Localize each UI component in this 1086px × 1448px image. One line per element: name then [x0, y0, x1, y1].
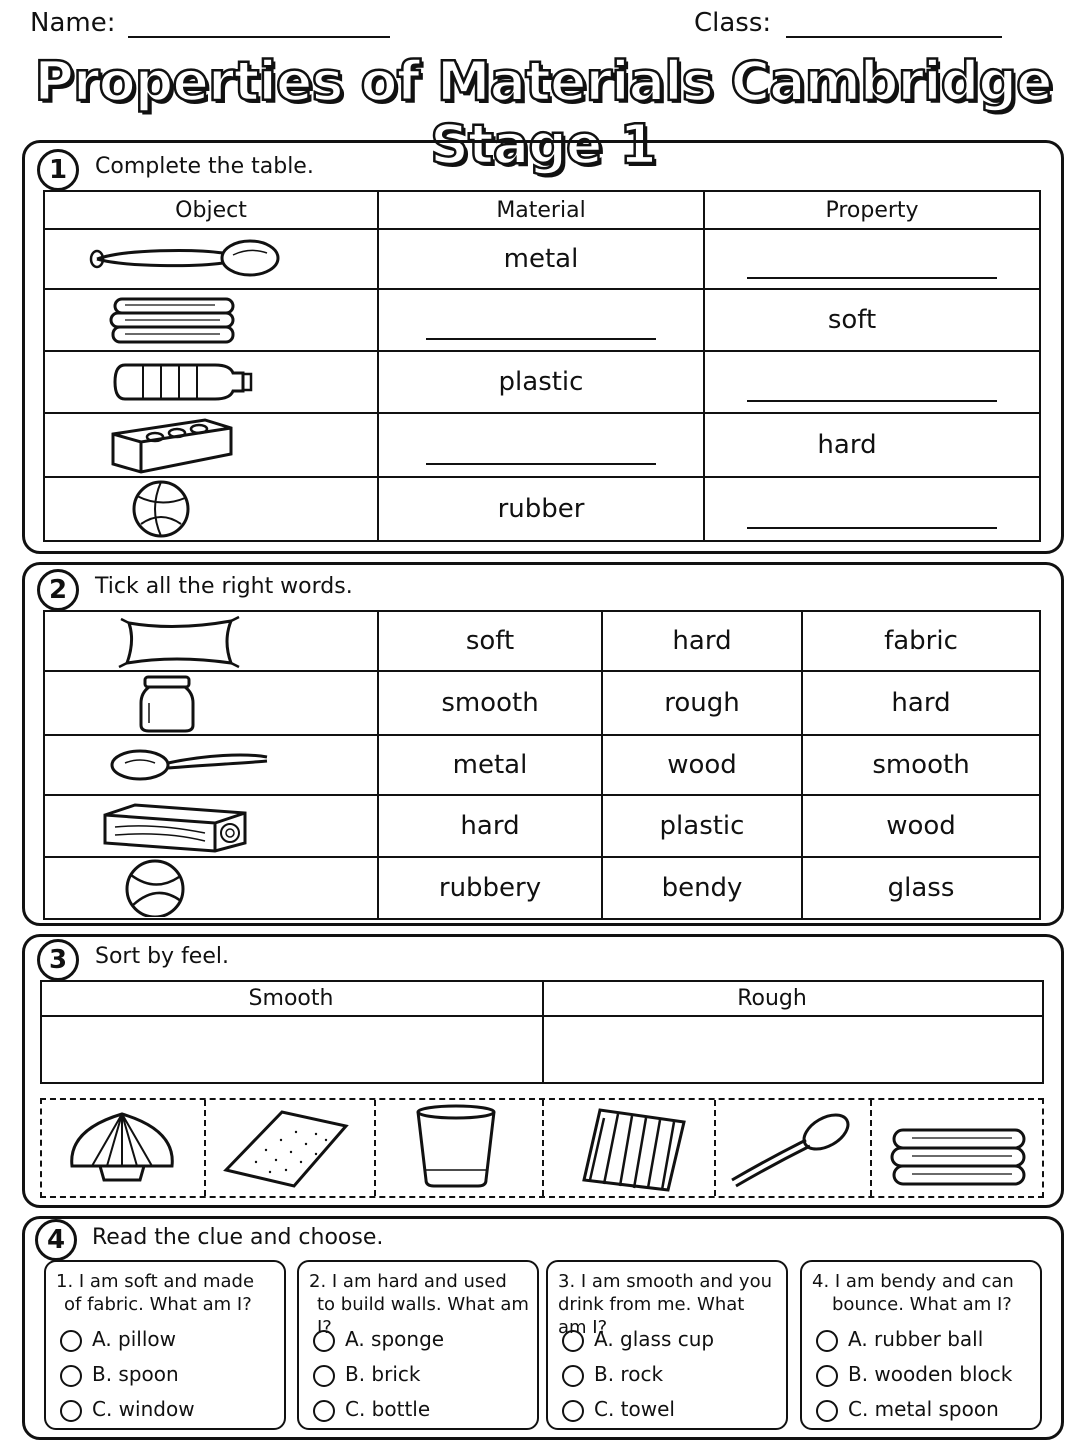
- answer-option[interactable]: [60, 1396, 195, 1422]
- plastic-bottle-icon: [44, 351, 378, 413]
- sort-pictures-strip: [40, 1098, 1044, 1198]
- answer-line[interactable]: [426, 443, 656, 465]
- answer-option[interactable]: [816, 1396, 999, 1422]
- radio-circle[interactable]: [816, 1365, 838, 1387]
- word-option[interactable]: fabric: [802, 611, 1040, 671]
- option-label: B. rock: [594, 1362, 664, 1386]
- material-answer-cell[interactable]: [378, 413, 704, 477]
- material-cell: metal: [378, 229, 704, 289]
- column-header-rough: Rough: [737, 986, 807, 1011]
- question-line: bounce. What am I?: [832, 1294, 1012, 1315]
- wooden-block-icon: [44, 795, 378, 857]
- word-option[interactable]: bendy: [602, 857, 802, 919]
- radio-circle[interactable]: [562, 1365, 584, 1387]
- section-2-instruction: Tick all the right words.: [95, 574, 353, 599]
- class-label: Class:: [694, 8, 772, 38]
- answer-option[interactable]: [816, 1361, 1012, 1387]
- table-row: [44, 857, 1040, 919]
- option-label: B. wooden block: [848, 1362, 1013, 1386]
- spoon-icon: [44, 229, 378, 289]
- question-text: [56, 1270, 276, 1316]
- answer-option[interactable]: [313, 1396, 430, 1422]
- radio-circle[interactable]: [816, 1330, 838, 1352]
- word-option[interactable]: hard: [802, 671, 1040, 735]
- class-field[interactable]: [786, 14, 1002, 38]
- material-cell: rubber: [378, 477, 704, 541]
- table-row: [44, 351, 1040, 413]
- question-line: to build walls. What am I?: [317, 1294, 529, 1338]
- word-option[interactable]: smooth: [378, 671, 602, 735]
- question-line: 3. I am smooth and you: [558, 1271, 772, 1292]
- seashell-icon[interactable]: [42, 1100, 204, 1196]
- question-card-4: [800, 1260, 1042, 1430]
- question-card-2: [297, 1260, 539, 1430]
- name-label: Name:: [30, 8, 116, 38]
- word-option[interactable]: rubbery: [378, 857, 602, 919]
- rough-drop-zone[interactable]: [546, 1020, 1040, 1080]
- option-label: B. spoon: [92, 1362, 179, 1386]
- answer-option[interactable]: [562, 1396, 675, 1422]
- answer-option[interactable]: [313, 1326, 444, 1352]
- question-line: of fabric. What am I?: [64, 1294, 252, 1315]
- word-option[interactable]: wood: [602, 735, 802, 795]
- answer-option[interactable]: [816, 1326, 983, 1352]
- question-line: drink from me. What am I?: [558, 1294, 745, 1338]
- spoon-icon[interactable]: [716, 1100, 870, 1196]
- answer-line[interactable]: [747, 380, 997, 402]
- column-header-property: Property: [704, 191, 1040, 229]
- answer-option[interactable]: [562, 1326, 714, 1352]
- property-answer-cell[interactable]: [704, 229, 1040, 289]
- option-label: C. towel: [594, 1397, 675, 1421]
- answer-option[interactable]: [313, 1361, 421, 1387]
- radio-circle[interactable]: [60, 1330, 82, 1352]
- question-text: [812, 1270, 1032, 1316]
- pillow-icon: [44, 611, 378, 671]
- radio-circle[interactable]: [313, 1400, 335, 1422]
- section-4-number: 4: [35, 1219, 77, 1261]
- radio-circle[interactable]: [562, 1400, 584, 1422]
- table-row: [44, 611, 1040, 671]
- word-option[interactable]: hard: [602, 611, 802, 671]
- option-label: C. bottle: [345, 1397, 431, 1421]
- worksheet-title: Properties of Materials Cambridge Stage 1: [34, 50, 1052, 176]
- table-row: [44, 229, 1040, 289]
- rubber-ball-icon: [44, 857, 378, 919]
- beach-ball-icon: [44, 477, 378, 541]
- property-cell: soft: [704, 289, 1040, 351]
- table-row: [44, 795, 1040, 857]
- question-line: 4. I am bendy and can: [812, 1271, 1014, 1292]
- name-field[interactable]: [128, 14, 390, 38]
- radio-circle[interactable]: [562, 1330, 584, 1352]
- answer-line[interactable]: [426, 318, 656, 340]
- word-option[interactable]: plastic: [602, 795, 802, 857]
- word-option[interactable]: soft: [378, 611, 602, 671]
- material-answer-cell[interactable]: [378, 289, 704, 351]
- answer-option[interactable]: [562, 1361, 663, 1387]
- table-row: [44, 671, 1040, 735]
- option-label: B. brick: [345, 1362, 421, 1386]
- word-option[interactable]: hard: [378, 795, 602, 857]
- option-label: A. rubber ball: [848, 1327, 984, 1351]
- section-3-instruction: Sort by feel.: [95, 944, 229, 969]
- brick-icon: [44, 413, 378, 477]
- radio-circle[interactable]: [816, 1400, 838, 1422]
- radio-circle[interactable]: [313, 1365, 335, 1387]
- spoon-icon: [44, 735, 378, 795]
- property-answer-cell[interactable]: [704, 477, 1040, 541]
- column-header-object: Object: [44, 191, 378, 229]
- question-line: 1. I am soft and made: [56, 1271, 255, 1292]
- property-answer-cell[interactable]: [704, 351, 1040, 413]
- answer-option[interactable]: [60, 1361, 179, 1387]
- table-row: [44, 289, 1040, 351]
- table-row: [44, 477, 1040, 541]
- section-1-number: 1: [37, 149, 79, 191]
- smooth-drop-zone[interactable]: [44, 1020, 538, 1080]
- option-label: A. sponge: [345, 1327, 445, 1351]
- material-cell: plastic: [378, 351, 704, 413]
- word-option[interactable]: rough: [602, 671, 802, 735]
- tick-words-table: [43, 610, 1041, 920]
- answer-line[interactable]: [747, 257, 997, 279]
- bark-icon[interactable]: [544, 1100, 714, 1196]
- section-4-instruction: Read the clue and choose.: [92, 1225, 384, 1250]
- option-label: C. metal spoon: [848, 1397, 999, 1421]
- radio-circle[interactable]: [60, 1365, 82, 1387]
- word-option[interactable]: smooth: [802, 735, 1040, 795]
- folded-towel-icon[interactable]: [872, 1100, 1044, 1196]
- section-2-number: 2: [37, 569, 79, 611]
- word-option[interactable]: wood: [802, 795, 1040, 857]
- option-label: C. window: [92, 1397, 195, 1421]
- answer-option[interactable]: [60, 1326, 176, 1352]
- table-row: [44, 735, 1040, 795]
- option-label: A. glass cup: [594, 1327, 715, 1351]
- radio-circle[interactable]: [60, 1400, 82, 1422]
- question-card-1: [44, 1260, 286, 1430]
- section-3-number: 3: [37, 939, 79, 981]
- question-line: 2. I am hard and used: [309, 1271, 507, 1292]
- material-property-table: [43, 190, 1041, 542]
- section-1-instruction: Complete the table.: [95, 154, 314, 179]
- question-card-3: [546, 1260, 788, 1430]
- word-option[interactable]: metal: [378, 735, 602, 795]
- column-header-material: Material: [378, 191, 704, 229]
- property-cell: hard: [704, 413, 1040, 477]
- table-row: [44, 413, 1040, 477]
- drinking-glass-icon[interactable]: [376, 1100, 542, 1196]
- option-label: A. pillow: [92, 1327, 177, 1351]
- radio-circle[interactable]: [313, 1330, 335, 1352]
- sandpaper-icon[interactable]: [206, 1100, 374, 1196]
- word-option[interactable]: glass: [802, 857, 1040, 919]
- column-header-smooth: Smooth: [248, 986, 334, 1011]
- glass-jar-icon: [44, 671, 378, 735]
- answer-line[interactable]: [747, 507, 997, 529]
- folded-towel-icon: [44, 289, 378, 351]
